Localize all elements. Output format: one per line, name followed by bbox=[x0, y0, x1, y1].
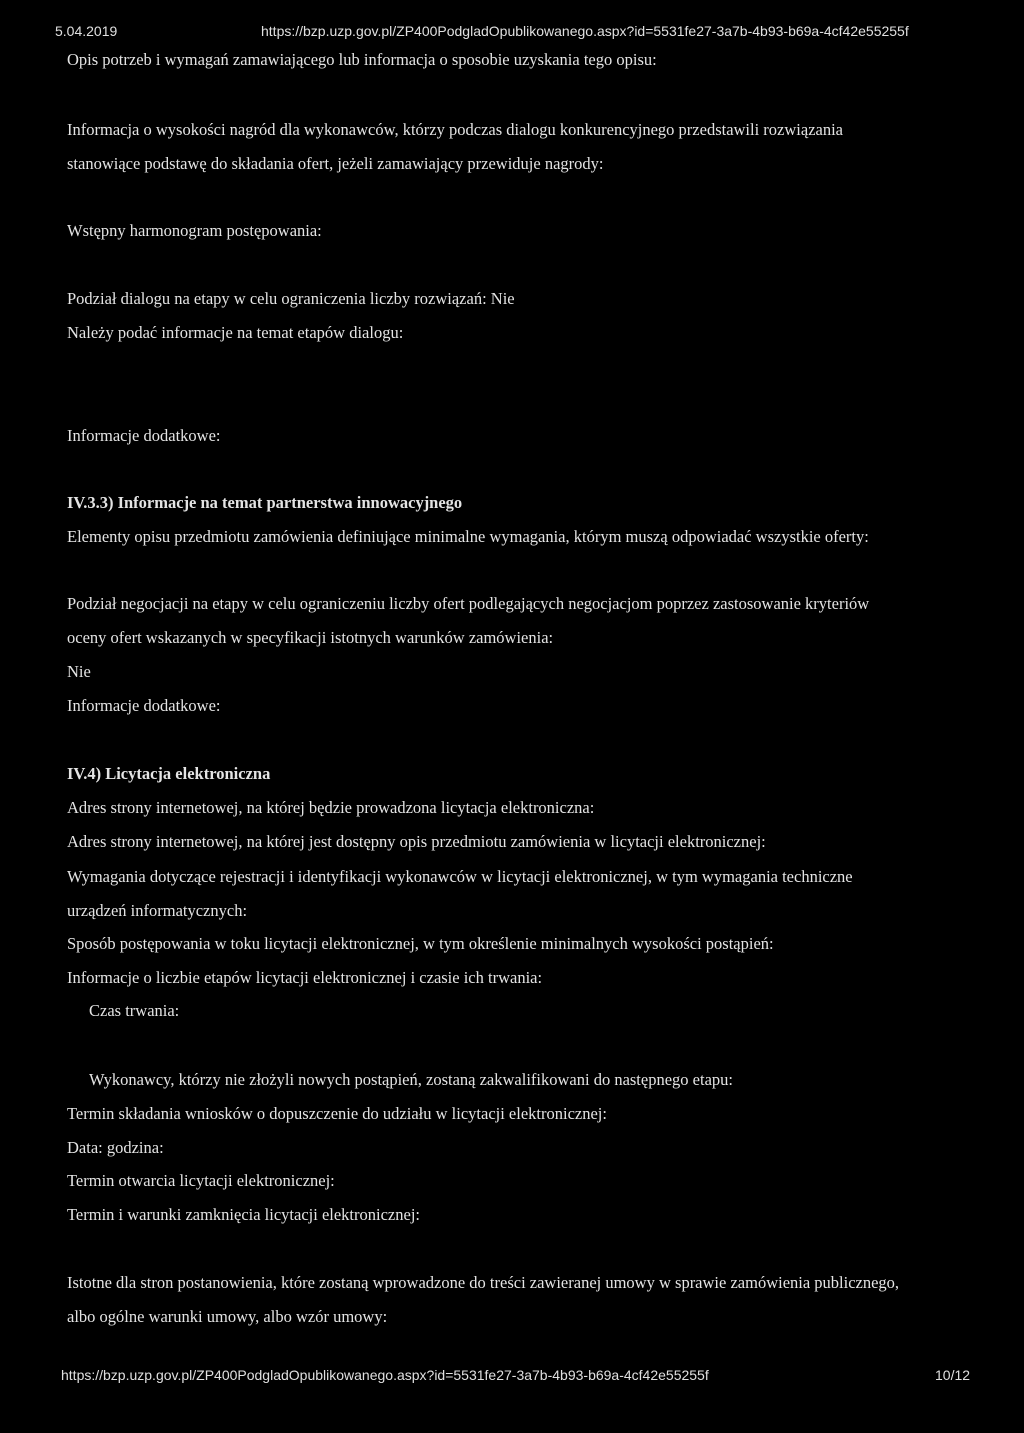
text-line: Informacja o wysokości nagród dla wykonawców, którzy podczas dialogu konkurencyjnego przedstawili rozwiązania bbox=[67, 120, 844, 139]
text-line: Termin składania wniosków o dopuszczenie do udziału w licytacji elektronicznej: bbox=[67, 1104, 607, 1123]
print-date: 5.04.2019 bbox=[55, 23, 118, 39]
text-line: Termin i warunki zamknięcia licytacji elektronicznej: bbox=[67, 1205, 420, 1224]
text-line: albo ogólne warunki umowy, albo wzór umowy: bbox=[67, 1307, 388, 1326]
text-line: Wstępny harmonogram postępowania: bbox=[67, 221, 322, 240]
text-line: urządzeń informatycznych: bbox=[67, 901, 248, 920]
text-line: Podział dialogu na etapy w celu ograniczenia liczby rozwiązań: Nie bbox=[67, 289, 515, 308]
text-line: Informacje dodatkowe: bbox=[67, 696, 221, 715]
text-line: Opis potrzeb i wymagań zamawiającego lub informacja o sposobie uzyskania tego opisu: bbox=[67, 50, 657, 69]
text-line: stanowiące podstawę do składania ofert, jeżeli zamawiający przewiduje nagrody: bbox=[67, 154, 604, 173]
text-line: Czas trwania: bbox=[89, 1001, 180, 1020]
text-line: Adres strony internetowej, na której jest dostępny opis przedmiotu zamówienia w licytacji elektronicznej: bbox=[67, 832, 766, 851]
text-line: Wymagania dotyczące rejestracji i identyfikacji wykonawców w licytacji elektronicznej, w tym wymagania techniczne bbox=[67, 867, 853, 886]
text-line: Termin otwarcia licytacji elektronicznej: bbox=[67, 1171, 335, 1190]
text-line: Data: godzina: bbox=[67, 1138, 164, 1157]
text-line: Informacje dodatkowe: bbox=[67, 426, 221, 445]
text-line: Adres strony internetowej, na której będzie prowadzona licytacja elektroniczna: bbox=[67, 798, 595, 817]
text-line: oceny ofert wskazanych w specyfikacji istotnych warunków zamówienia: bbox=[67, 628, 554, 647]
text-line: Sposób postępowania w toku licytacji elektronicznej, w tym określenie minimalnych wysokości postąpień: bbox=[67, 934, 774, 953]
text-line: Wykonawcy, którzy nie złożyli nowych postąpień, zostaną zakwalifikowani do następnego etapu: bbox=[89, 1070, 733, 1089]
header-url: https://bzp.uzp.gov.pl/ZP400PodgladOpublikowanego.aspx?id=5531fe27-3a7b-4b93-b69a-4cf42e55255f bbox=[261, 23, 909, 39]
text-line: Elementy opisu przedmiotu zamówienia definiujące minimalne wymagania, którym muszą odpowiadać wszystkie oferty: bbox=[67, 527, 869, 546]
text-line: Istotne dla stron postanowienia, które zostaną wprowadzone do treści zawieranej umowy w sprawie zamówienia publicznego, bbox=[67, 1273, 900, 1292]
page-number: 10/12 bbox=[935, 1367, 971, 1383]
text-line: Nie bbox=[67, 662, 91, 681]
text-line: Podział negocjacji na etapy w celu ograniczeniu liczby ofert podlegających negocjacjom poprzez zastosowanie kryteriów bbox=[67, 594, 870, 613]
text-line: Należy podać informacje na temat etapów dialogu: bbox=[67, 323, 404, 342]
footer-url: https://bzp.uzp.gov.pl/ZP400PodgladOpublikowanego.aspx?id=5531fe27-3a7b-4b93-b69a-4cf42e55255f bbox=[61, 1367, 709, 1383]
section-heading: IV.4) Licytacja elektroniczna bbox=[67, 764, 271, 783]
text-line: Informacje o liczbie etapów licytacji elektronicznej i czasie ich trwania: bbox=[67, 968, 543, 987]
section-heading: IV.3.3) Informacje na temat partnerstwa innowacyjnego bbox=[67, 493, 463, 512]
